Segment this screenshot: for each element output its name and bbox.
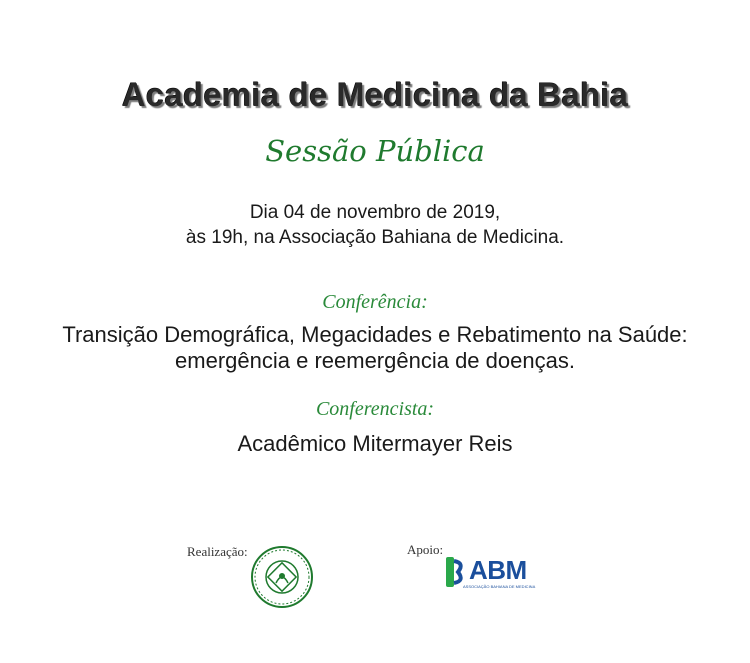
event-info [0,200,750,250]
event-place: às 19h, na Associação Bahiana de Medicina. [185,227,565,248]
realizacao-label: Realização: [187,544,248,559]
session-subtitle: Sessão Pública [265,134,485,168]
conference-label: Conferência: [322,291,428,313]
page-title: Academia de Medicina da Bahia [121,76,629,113]
speaker-label: Conferencista: [315,398,435,420]
event-date: Dia 04 de novembro de 2019, [249,202,501,223]
conference-title [0,322,750,374]
academy-seal-icon [250,545,314,609]
speaker-name: Acadêmico Mitermayer Reis [237,431,513,456]
conference-title-line1: Transição Demográfica, Megacidades e Rebatimento na Saúde: [62,322,688,347]
conference-title-line2: emergência e reemergência de doenças. [175,348,575,373]
abm-logo-subtext: ASSOCIAÇÃO BAHIANA DE MEDICINA [463,584,536,589]
abm-logo-text: ABM [469,555,527,585]
apoio-label: Apoio: [407,542,444,557]
abm-logo [445,555,545,591]
